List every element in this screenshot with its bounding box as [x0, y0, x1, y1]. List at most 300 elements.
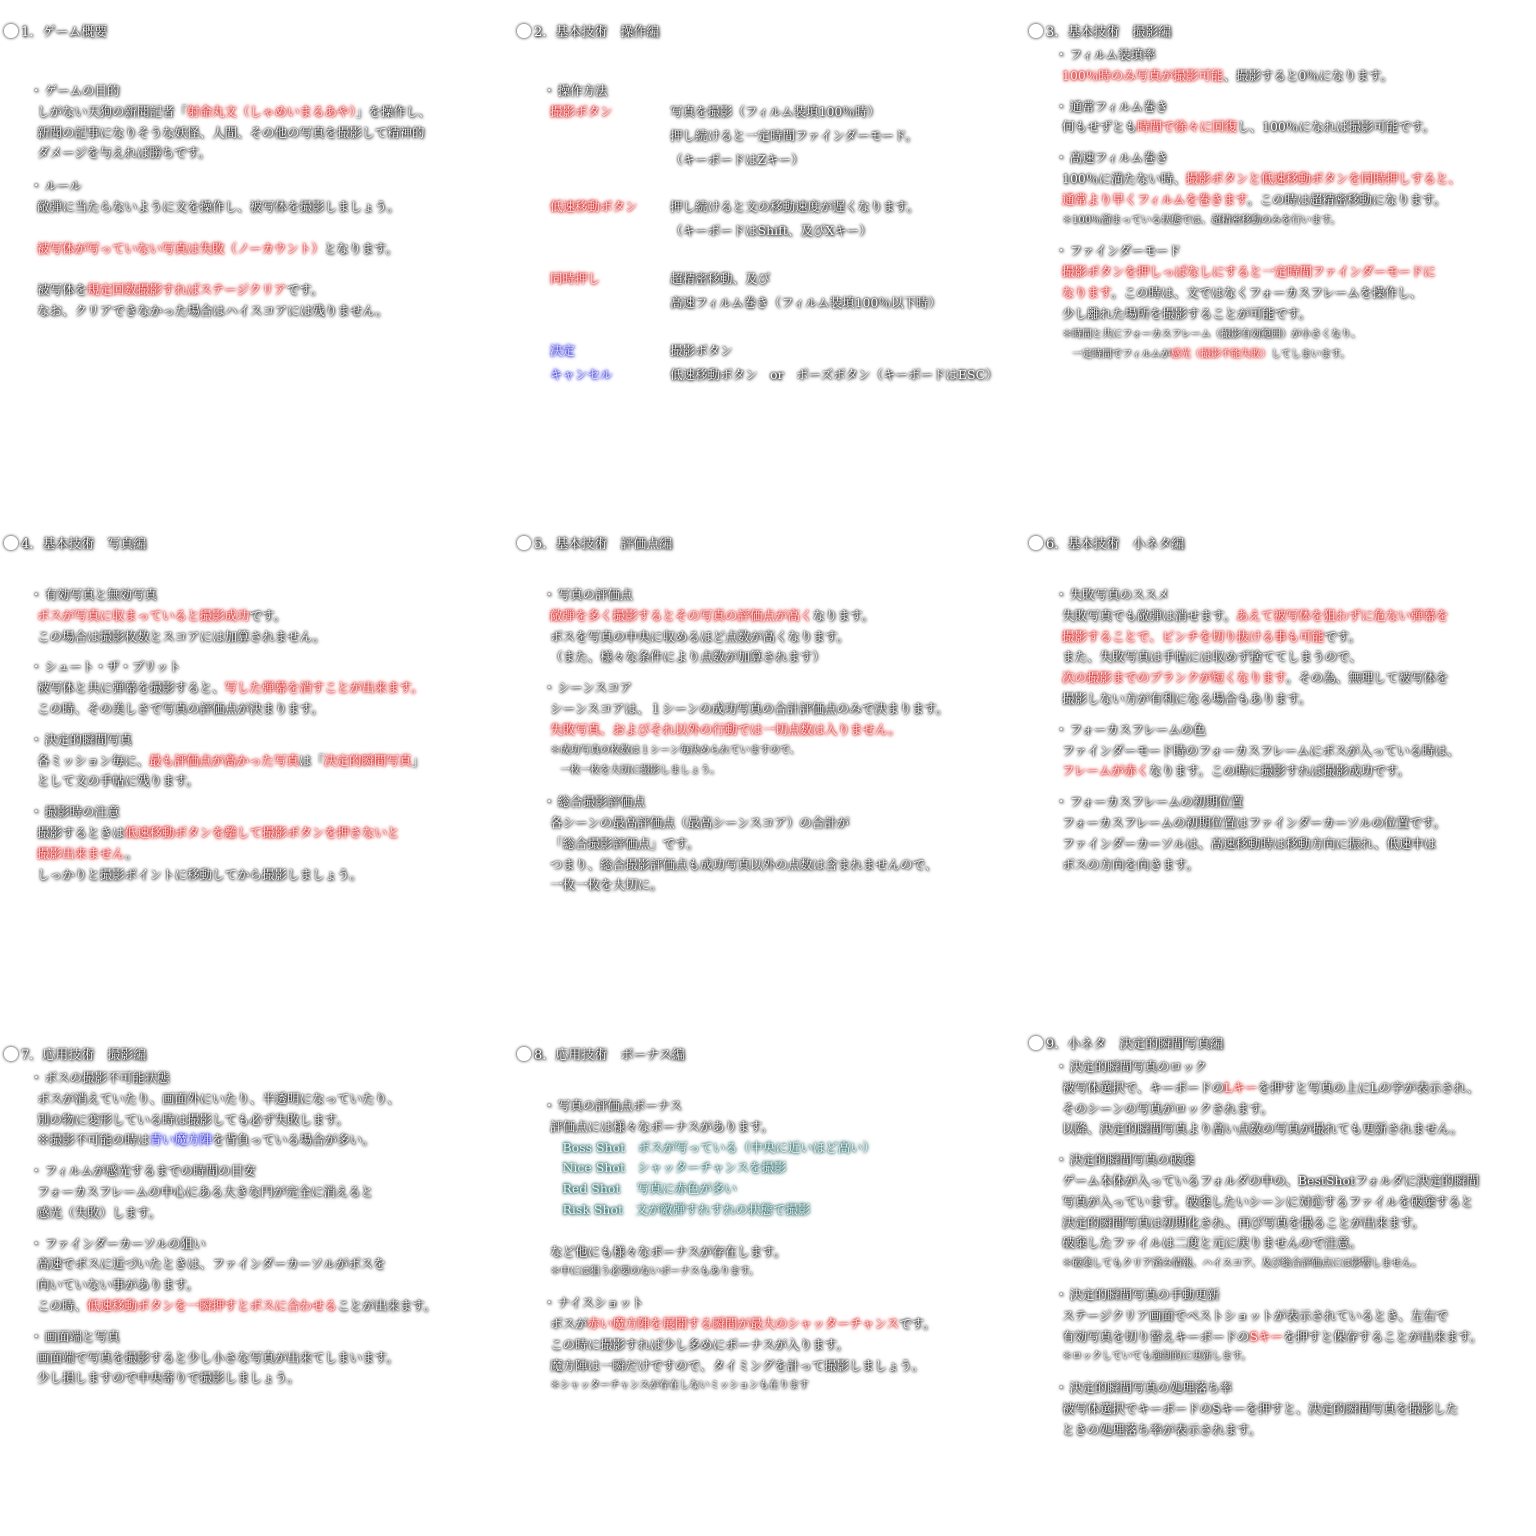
- text-line: [1062, 834, 1436, 854]
- panel-title-text: 2．基本技術 操作編: [534, 25, 660, 40]
- panel-title: [1029, 535, 1535, 555]
- panel-title: [1029, 23, 1535, 43]
- text-line: [1062, 689, 1311, 709]
- highlight-text: ボスが写真に収まっていると撮影成功: [37, 607, 250, 623]
- section-heading: [30, 1068, 170, 1088]
- text-segment: など他にも様々なボーナスが存在します。: [550, 1243, 787, 1259]
- text-segment: 高速でボスに近づいたときは、ファインダーカーソルがボスを: [37, 1256, 386, 1272]
- text-line: [1062, 262, 1436, 282]
- circle-bullet-icon: [4, 536, 18, 550]
- section-heading: [1055, 45, 1156, 65]
- section-heading: [30, 1327, 120, 1347]
- text-segment: （また、様々な条件により点数が加算されます）: [550, 649, 826, 665]
- highlight-text: 次の撮影までのブランクが短くなります: [1062, 670, 1286, 686]
- panel-title: [4, 535, 510, 555]
- highlight-text: 写した弾幕を消すことが出来ます。: [224, 680, 424, 696]
- section-heading: [1055, 97, 1168, 117]
- section-panel-5: [517, 535, 1023, 893]
- text-segment: 向いていない事があります。: [37, 1277, 199, 1293]
- section-heading: [30, 176, 82, 196]
- highlight-text: 写真に赤色が多い: [620, 1181, 737, 1197]
- section-heading: [543, 678, 632, 698]
- text-line: [670, 221, 872, 241]
- text-line: [1062, 169, 1461, 189]
- section-heading: [30, 81, 120, 101]
- text-segment: 各シーンの最高評価点（最高シーンスコア）の合計が: [550, 815, 850, 830]
- text-segment: 。この時は、文ではなくフォーカスフレームを操作し、: [1111, 285, 1423, 300]
- text-line: [550, 875, 663, 895]
- text-segment: 各ミッション毎に、: [37, 752, 150, 768]
- text-segment: （キーボードはShift、及びXキー）: [670, 223, 872, 239]
- bullet-icon: ・: [30, 1235, 43, 1251]
- section-heading: [1055, 148, 1168, 168]
- text-segment: ボスの方向を向きます。: [1062, 856, 1199, 872]
- highlight-text: 感光（撮影不能失敗）: [1170, 349, 1271, 361]
- text-line: [1062, 345, 1350, 365]
- text-segment: ＊時間と共にフォーカスフレーム（撮影有効範囲）が小さくなり、: [1062, 328, 1361, 340]
- text-segment: ダメージを与えれば勝ちです。: [37, 145, 211, 161]
- section-panel-9: [1029, 1035, 1535, 1437]
- text-line: [550, 855, 937, 875]
- text-line: [37, 1348, 399, 1368]
- panel-title: [4, 1046, 510, 1066]
- bullet-icon: ・: [543, 1295, 556, 1311]
- text-line: [37, 751, 424, 771]
- text-line: [1062, 1399, 1458, 1419]
- text-line: [550, 699, 948, 719]
- text-segment: 写真を撮影（フィルム装填100％時）: [670, 103, 880, 119]
- section-heading: [30, 802, 120, 822]
- text-line: [37, 123, 425, 143]
- highlight-text: Risk Shot: [550, 1202, 624, 1217]
- text-line: [550, 1117, 774, 1137]
- circle-bullet-icon: [4, 24, 18, 38]
- highlight-text: 時間で徐々に回復: [1137, 119, 1238, 135]
- panel-title-text: 5．基本技術 評価点編: [534, 537, 673, 552]
- section-heading: [30, 1234, 206, 1254]
- text-segment: 少し損しますので中央寄りで撮影しましょう。: [37, 1370, 300, 1386]
- section-heading-text: フォーカスフレームの初期位置: [1069, 794, 1244, 810]
- control-key-label: キャンセル: [550, 366, 613, 382]
- text-line: [37, 301, 388, 321]
- bullet-icon: ・: [1055, 1287, 1068, 1302]
- bullet-icon: ・: [30, 804, 43, 820]
- text-segment: 画面端で写真を撮影すると少し小さな写真が出来てしまいます。: [37, 1349, 399, 1365]
- text-line: [550, 1356, 924, 1376]
- section-heading-text: 有効写真と無効写真: [44, 587, 158, 602]
- bullet-icon: ・: [543, 1098, 556, 1113]
- text-segment: となります。: [323, 240, 398, 256]
- circle-bullet-icon: [1029, 24, 1043, 38]
- panel-title: [517, 535, 1023, 555]
- section-heading: [543, 1096, 682, 1116]
- text-line: [1062, 647, 1362, 667]
- highlight-text: フレームが赤く: [1062, 763, 1150, 779]
- text-segment: 一定時間でフィルムが: [1062, 349, 1171, 361]
- text-line: [1062, 283, 1422, 303]
- text-segment: は「: [299, 752, 325, 768]
- text-segment: フォーカスフレームの中心にある大きな円が完全に消えると: [37, 1184, 374, 1199]
- text-segment: ボスが: [550, 1316, 588, 1331]
- text-line: [37, 1110, 349, 1130]
- text-segment: この場合は撮影枚数とスコアには加算されません。: [37, 628, 326, 644]
- text-segment: つまり、総合撮影評価点も成功写真以外の点数は含まれませんので、: [550, 856, 938, 872]
- panel-title: [517, 1046, 1023, 1066]
- section-panel-4: [4, 535, 510, 882]
- text-segment: を背負っている場合が多い。: [212, 1132, 375, 1148]
- circle-bullet-icon: [517, 536, 531, 550]
- bullet-icon: ・: [1055, 794, 1068, 810]
- text-line: [37, 197, 400, 217]
- text-line: [670, 341, 733, 361]
- text-line: [670, 150, 804, 170]
- text-line: [1062, 761, 1410, 781]
- panel-title-text: 9．小ネタ 決定的瞬間写真編: [1046, 1037, 1224, 1052]
- text-segment: 新聞の記事になりそうな妖怪、人間、その他の写真を撮影して精神的: [37, 124, 425, 140]
- section-heading-text: ゲームの目的: [44, 83, 120, 98]
- text-segment: なります。: [812, 607, 875, 623]
- section-heading-text: ルール: [44, 178, 82, 194]
- text-segment: ＊中には狙う必要のないボーナスもあります。: [550, 1266, 759, 1278]
- highlight-text: 最も評価点が高かった写真: [149, 752, 300, 768]
- text-line: [37, 699, 324, 719]
- panel-title-text: 4．基本技術 写真編: [21, 537, 147, 552]
- text-segment: 。: [125, 845, 138, 861]
- section-panel-2: [517, 23, 1023, 382]
- text-segment: ファインダーカーソルは、高速移動時は移動方向に振れ、低速中は: [1062, 835, 1437, 851]
- text-segment: 一枚一枚を大切に。: [550, 877, 663, 893]
- section-panel-7: [4, 1046, 510, 1386]
- text-line: [1062, 741, 1459, 761]
- text-segment: 別の物に変形している時は撮影しても必ず失敗します。: [37, 1111, 349, 1127]
- section-heading-text: ファインダーモード: [1069, 243, 1181, 259]
- text-segment: ボスが消えていたり、画面外にいたり、半透明になっていたり、: [37, 1090, 400, 1106]
- text-line: [550, 741, 800, 761]
- panel-title-text: 6．基本技術 小ネタ編: [1046, 537, 1185, 552]
- text-line: [37, 823, 400, 843]
- text-segment: 失敗写真でも敵弾は消せます。: [1062, 607, 1237, 623]
- panel-title-text: 1．ゲーム概要: [21, 25, 108, 40]
- section-heading-text: 総合撮影評価点: [557, 794, 646, 810]
- panel-title-text: 8．応用技術 ボーナス編: [534, 1048, 685, 1063]
- text-segment: し、100％になれば撮影可能です。: [1237, 119, 1435, 135]
- highlight-text: 低速移動ボタンを一瞬押すとボスに合わせる: [87, 1298, 338, 1313]
- text-line: [550, 1138, 875, 1158]
- bullet-icon: ・: [1055, 1059, 1068, 1074]
- bullet-icon: ・: [1055, 150, 1068, 166]
- text-line: [1062, 606, 1449, 626]
- panel-title: [517, 23, 1023, 43]
- highlight-text: Sキー: [1249, 1328, 1284, 1344]
- text-line: [1062, 190, 1446, 210]
- text-line: [1062, 1099, 1273, 1119]
- section-heading: [1055, 1150, 1195, 1170]
- text-line: [37, 1182, 373, 1202]
- text-line: [37, 280, 323, 300]
- highlight-text: 撮影ボタンを押しっぱなしにすると一定時間ファインダーモードに: [1062, 264, 1436, 280]
- text-line: [550, 1314, 936, 1334]
- section-heading-text: 撮影時の注意: [44, 804, 120, 820]
- section-heading: [30, 585, 157, 605]
- text-line: [670, 197, 919, 217]
- text-segment: 撮影しない方が有利になる場合もあります。: [1062, 691, 1312, 706]
- text-segment: 100％に満たない時、: [1062, 171, 1186, 186]
- section-heading: [30, 1161, 256, 1181]
- highlight-text: Lキー: [1224, 1079, 1258, 1095]
- text-line: [1062, 1078, 1479, 1098]
- section-heading: [543, 81, 608, 101]
- text-segment: を押すと写真の上にLの字が表示され、: [1257, 1079, 1480, 1095]
- text-line: [1062, 1420, 1261, 1440]
- text-line: [37, 771, 199, 791]
- highlight-text: なります: [1062, 285, 1112, 300]
- text-line: [550, 647, 825, 667]
- section-heading: [1055, 1378, 1232, 1398]
- panel-title: [4, 23, 510, 43]
- circle-bullet-icon: [1029, 1036, 1043, 1050]
- text-segment: この時に撮影すれば少し多めにボーナスが入ります。: [550, 1336, 849, 1352]
- highlight-text: 青い魔方陣: [149, 1132, 213, 1148]
- highlight-text: 文が敵弾すれすれの状態で撮影: [623, 1202, 811, 1217]
- text-segment: 低速移動ボタン or ポーズボタン（キーボードはESC）: [670, 366, 998, 382]
- text-segment: 被写体を: [37, 282, 88, 298]
- text-segment: です。: [286, 282, 324, 298]
- highlight-text: Boss Shot: [550, 1139, 626, 1155]
- text-segment: ことが出来ます。: [337, 1298, 437, 1313]
- text-segment: ＊100％溜まっている状態では、超精密移動のみを行います。: [1062, 214, 1341, 226]
- highlight-text: 失敗写真、およびそれ以外の行動では一切点数は入りません。: [550, 721, 901, 737]
- text-segment: なります。この時に撮影すれば撮影成功です。: [1149, 763, 1410, 779]
- highlight-text: シャッターチャンスを撮影: [624, 1160, 787, 1176]
- text-segment: そのシーンの写真がロックされます。: [1062, 1100, 1274, 1116]
- text-segment: 一枚一枚を大切に撮影しましょう。: [550, 765, 720, 777]
- section-heading: [1055, 585, 1170, 605]
- bullet-icon: ・: [543, 680, 556, 696]
- text-segment: 写真が入っています。破棄したいシーンに対応するファイルを破棄すると: [1062, 1193, 1474, 1209]
- text-line: [37, 844, 138, 864]
- text-line: [550, 1158, 787, 1178]
- text-line: [37, 627, 325, 647]
- text-segment: 超精密移動、及び: [670, 271, 771, 287]
- text-line: [1062, 117, 1435, 137]
- circle-bullet-icon: [517, 1047, 531, 1061]
- text-line: [1062, 1254, 1422, 1274]
- bullet-icon: ・: [30, 1328, 43, 1344]
- section-heading: [30, 657, 181, 677]
- highlight-text: Nice Shot: [550, 1160, 625, 1176]
- bullet-icon: ・: [543, 83, 556, 98]
- text-line: [37, 1275, 199, 1295]
- section-heading-text: 決定的瞬間写真のロック: [1069, 1059, 1207, 1074]
- section-heading-text: 決定的瞬間写真: [44, 731, 133, 747]
- section-heading: [1055, 241, 1181, 261]
- section-panel-6: [1029, 535, 1535, 872]
- text-segment: 何もせずとも: [1062, 119, 1138, 135]
- text-segment: 撮影ボタン: [670, 343, 733, 358]
- text-line: [1062, 1347, 1251, 1367]
- text-segment: を押すと保存することが出来ます。: [1283, 1328, 1483, 1344]
- text-segment: しっかりと撮影ポイントに移動してから撮影しましょう。: [37, 866, 363, 882]
- highlight-text: 100％時のみ写真が撮影可能: [1062, 67, 1224, 83]
- bullet-icon: ・: [1055, 1152, 1068, 1168]
- text-line: [37, 143, 211, 163]
- highlight-text: ボスが写っている（中央に近いほど高い）: [625, 1139, 876, 1155]
- text-line: [37, 606, 286, 626]
- text-line: [1062, 304, 1311, 324]
- section-heading-text: 写真の評価点ボーナス: [557, 1098, 683, 1113]
- text-line: [37, 1254, 386, 1274]
- text-segment: 有効写真を切り替えキーボードの: [1062, 1328, 1250, 1344]
- section-heading: [30, 730, 132, 750]
- text-segment: 敵弾に当たらないように文を操作し、被写体を撮影しましょう。: [37, 199, 400, 214]
- bullet-icon: ・: [543, 587, 556, 602]
- text-line: [1062, 1192, 1473, 1212]
- text-segment: 。その為、無理して被写体を: [1285, 670, 1449, 686]
- text-segment: （キーボードはZキー）: [670, 151, 804, 167]
- highlight-text: 敵弾を多く撮影するとその写真の評価点が高く: [550, 607, 813, 623]
- section-heading-text: 決定的瞬間写真の破棄: [1069, 1152, 1195, 1168]
- text-line: [550, 1179, 737, 1199]
- section-heading: [543, 1293, 644, 1313]
- text-line: [1062, 66, 1393, 86]
- control-key-label: 低速移動ボタン: [550, 199, 638, 215]
- text-segment: ＊ロックしていても強制的に更新します。: [1062, 1351, 1251, 1363]
- text-line: [1062, 1213, 1424, 1233]
- text-line: [1062, 211, 1340, 231]
- section-heading: [543, 585, 633, 605]
- text-segment: 高速フィルム巻き（フィルム装填100％以下時）: [670, 295, 941, 311]
- text-line: [37, 1130, 375, 1150]
- text-segment: してしまいます。: [1270, 349, 1351, 361]
- text-line: [550, 813, 849, 833]
- text-segment: ＊成功写真の枚数は１シーン毎決められていますので、: [550, 744, 800, 756]
- highlight-text: 規定回数撮影すればステージクリア: [87, 282, 287, 298]
- highlight-text: 赤い魔方陣を展開する瞬間が最大のシャッターチャンス: [587, 1316, 900, 1331]
- highlight-text: 決定的瞬間写真: [324, 752, 412, 768]
- text-line: [670, 365, 998, 385]
- highlight-text: 撮影ボタンと低速移動ボタンを同時押しすると、: [1185, 171, 1461, 186]
- text-line: [550, 834, 699, 854]
- highlight-text: 被写体が写っていない写真は失敗（ノーカウント）: [37, 240, 324, 256]
- text-line: [1062, 1327, 1482, 1347]
- text-segment: しがない天狗の新聞記者「: [37, 103, 188, 119]
- text-segment: 。この時は超精密移動になります。: [1247, 191, 1447, 207]
- bullet-icon: ・: [1055, 721, 1068, 737]
- text-line: [550, 1376, 809, 1396]
- section-heading-text: フォーカスフレームの色: [1069, 721, 1206, 737]
- text-segment: ボスを写真の中央に収めるほど点数が高くなります。: [550, 628, 850, 644]
- section-panel-3: [1029, 23, 1535, 361]
- bullet-icon: ・: [1055, 587, 1068, 602]
- text-line: [1062, 668, 1448, 688]
- highlight-text: 通常より早くフィルムを巻きます: [1062, 191, 1248, 207]
- section-heading-text: 失敗写真のススメ: [1069, 587, 1170, 602]
- circle-bullet-icon: [1029, 536, 1043, 550]
- panel-title: [1029, 1035, 1535, 1055]
- section-heading-text: 決定的瞬間写真の処理落ち率: [1069, 1380, 1233, 1396]
- text-line: [670, 126, 918, 146]
- text-segment: 「総合撮影評価点」です。: [550, 835, 700, 851]
- section-heading-text: 決定的瞬間写真の手動更新: [1069, 1287, 1220, 1302]
- circle-bullet-icon: [517, 24, 531, 38]
- text-segment: フォーカスフレームの初期位置はファインダーカーソルの位置です。: [1062, 815, 1446, 830]
- circle-bullet-icon: [4, 1047, 18, 1061]
- section-heading-text: 操作方法: [557, 83, 608, 98]
- text-line: [37, 239, 398, 259]
- bullet-icon: ・: [30, 83, 43, 98]
- section-heading-text: シーンスコア: [557, 680, 632, 696]
- control-key-label: 撮影ボタン: [550, 103, 613, 119]
- text-segment: この時、その美しさで写真の評価点が決まります。: [37, 701, 324, 716]
- text-line: [37, 865, 362, 885]
- text-line: [670, 102, 880, 122]
- text-segment: ステージクリア画面でベストショットが表示されているとき、左右で: [1062, 1307, 1449, 1323]
- section-heading: [1055, 792, 1243, 812]
- text-segment: ＊破棄してもクリア済み情報、ハイスコア、及び総合評価点には影響しません。: [1062, 1258, 1422, 1270]
- highlight-text: 撮影することで、ピンチを切り抜ける事も可能: [1062, 628, 1325, 644]
- bullet-icon: ・: [30, 1163, 43, 1179]
- text-segment: この時、: [37, 1298, 88, 1313]
- text-segment: ※撮影不可能の時は: [37, 1132, 150, 1148]
- section-heading-text: 画面端と写真: [44, 1328, 120, 1344]
- text-segment: ファインダーモード時のフォーカスフレームにボスが入っている時は、: [1062, 742, 1460, 758]
- text-line: [550, 1242, 786, 1262]
- text-line: [1062, 1306, 1448, 1326]
- section-heading: [1055, 1285, 1220, 1305]
- highlight-text: あえて被写体を狙わずに危ない弾幕を: [1236, 607, 1449, 623]
- section-heading-text: フィルムが感光するまでの時間の目安: [44, 1163, 256, 1179]
- section-heading-text: ボスの撮影不可能状態: [44, 1070, 170, 1085]
- bullet-icon: ・: [1055, 98, 1068, 114]
- text-segment: 、撮影すると0％になります。: [1223, 67, 1393, 83]
- text-line: [550, 761, 720, 781]
- text-line: [550, 1262, 759, 1282]
- bullet-icon: ・: [1055, 243, 1068, 259]
- section-heading-text: 通常フィルム巻き: [1069, 98, 1169, 114]
- section-heading: [1055, 1057, 1207, 1077]
- section-panel-8: [517, 1046, 1023, 1392]
- text-segment: です。: [899, 1316, 936, 1331]
- text-segment: 評価点には様々なボーナスがあります。: [550, 1118, 774, 1134]
- bullet-icon: ・: [30, 659, 43, 675]
- bullet-icon: ・: [543, 794, 556, 810]
- bullet-icon: ・: [1055, 47, 1068, 62]
- text-line: [37, 1203, 161, 1223]
- text-line: [1062, 627, 1361, 647]
- control-key-label: 同時押し: [550, 271, 601, 287]
- section-heading-text: フィルム装填率: [1069, 47, 1156, 62]
- panel-title-text: 7．応用技術 撮影編: [21, 1048, 147, 1063]
- text-segment: 押し続けると文の移動速度が遅くなります。: [670, 199, 920, 215]
- text-segment: 破棄したファイルは二度と元に戻りませんので注意。: [1062, 1235, 1362, 1251]
- text-line: [670, 293, 941, 313]
- highlight-text: 射命丸文（しゃめいまるあや）: [187, 103, 356, 119]
- text-line: [1062, 1171, 1479, 1191]
- text-segment: なお、クリアできなかった場合はハイスコアには残りません。: [37, 303, 389, 318]
- section-heading-text: ナイスショット: [557, 1295, 644, 1311]
- section-panel-1: [4, 23, 510, 318]
- bullet-icon: ・: [1055, 1380, 1068, 1396]
- section-heading-text: 高速フィルム巻き: [1069, 150, 1169, 166]
- text-line: [550, 606, 874, 626]
- section-heading: [1055, 720, 1206, 740]
- text-line: [37, 102, 431, 122]
- text-line: [1062, 1233, 1362, 1253]
- section-heading: [543, 792, 645, 812]
- bullet-icon: ・: [30, 587, 43, 602]
- text-segment: ゲーム本体が入っているフォルダの中の、BestShotフォルダに決定的瞬間: [1062, 1173, 1479, 1188]
- text-line: [550, 627, 849, 647]
